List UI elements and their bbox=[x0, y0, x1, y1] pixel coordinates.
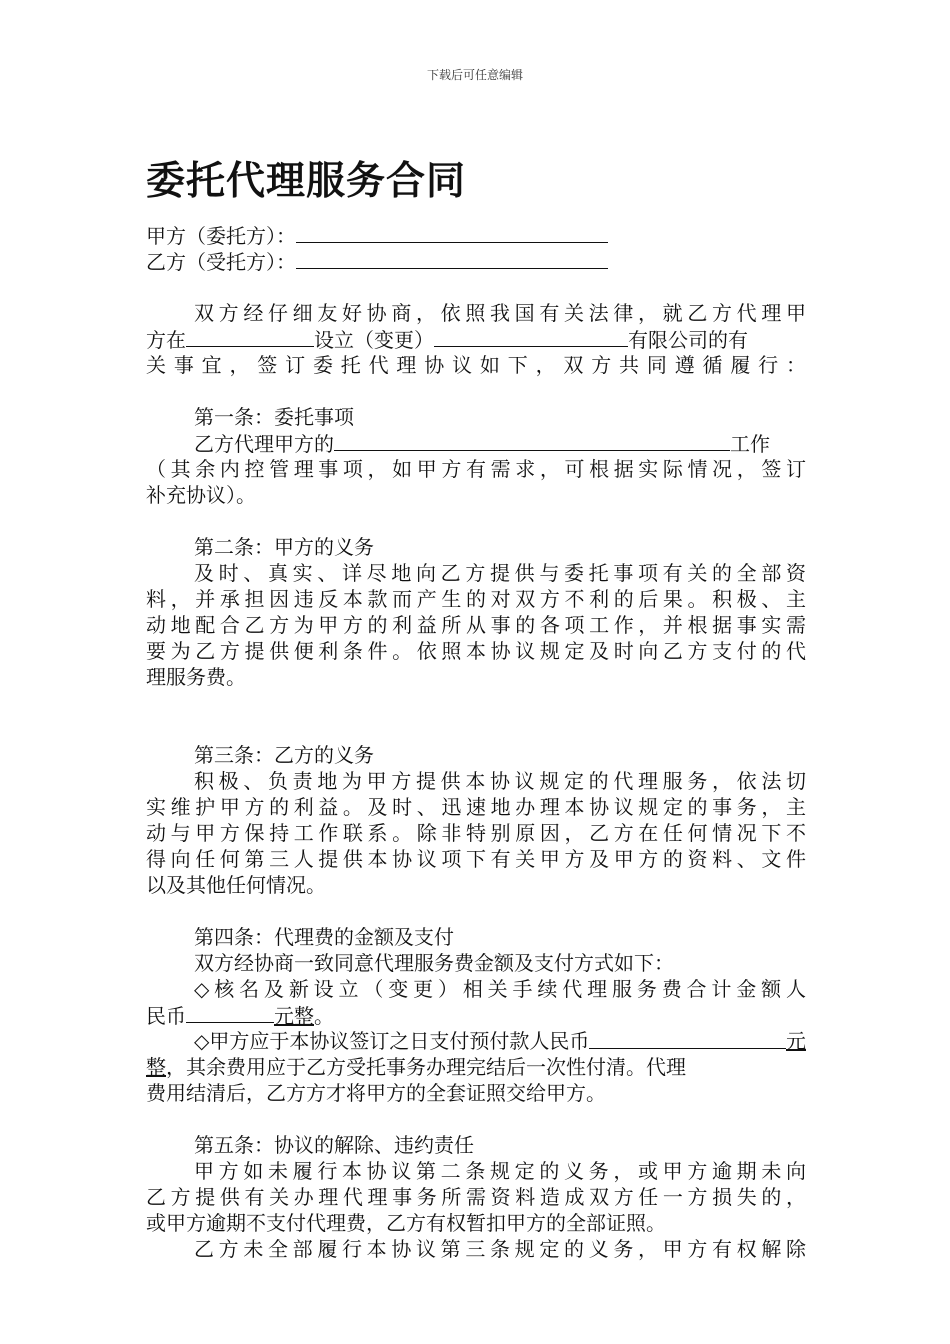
article-4-text: 整 bbox=[146, 1055, 166, 1079]
article-4-heading: 第四条：代理费的金额及支付 bbox=[194, 925, 454, 949]
header-note: 下载后可任意编辑 bbox=[426, 68, 523, 82]
article-1-text: 工作 bbox=[730, 432, 770, 456]
intro-text: 方在 bbox=[146, 328, 186, 352]
party-b-label: 乙方（受托方）： bbox=[146, 250, 296, 274]
intro-line: 双方经仔细友好协商，依照我国有关法律，就乙方代理甲 bbox=[194, 301, 806, 325]
article-3-line: 动与甲方保持工作联系。除非特别原因，乙方在任何情况下不 bbox=[146, 821, 806, 845]
article-4-line: ◇核名及新设立（变更）相关手续代理服务费合计金额人 bbox=[194, 977, 806, 1001]
article-1-line: 补充协议）。 bbox=[146, 483, 256, 507]
article-4-text: ◇甲方应于本协议签订之日支付预付款人民币 bbox=[194, 1029, 590, 1053]
party-a-blank[interactable] bbox=[296, 222, 608, 243]
article-2-line: 动地配合乙方为甲方的利益所从事的各项工作，并根据事实需 bbox=[146, 613, 806, 637]
article-4-text: 。 bbox=[314, 1004, 334, 1028]
article-5-line: 或甲方逾期不支付代理费，乙方有权暂扣甲方的全部证照。 bbox=[146, 1211, 666, 1235]
total-fee-blank[interactable] bbox=[186, 1002, 274, 1023]
article-2-heading: 第二条：甲方的义务 bbox=[194, 535, 374, 559]
article-3-line: 得向任何第三人提供本协议项下有关甲方及甲方的资料、文件 bbox=[146, 847, 806, 871]
party-a-label: 甲方（委托方）： bbox=[146, 224, 296, 248]
article-2-line: 要为乙方提供便利条件。依照本协议规定及时向乙方支付的代 bbox=[146, 639, 806, 663]
article-5-heading: 第五条：协议的解除、违约责任 bbox=[194, 1133, 474, 1157]
article-3-line: 以及其他任何情况。 bbox=[146, 873, 326, 897]
intro-text: 设立（变更） bbox=[314, 328, 434, 352]
region-blank[interactable] bbox=[186, 326, 314, 347]
article-4-text: ，其余费用应于乙方受托事务办理完结后一次性付清。代理 bbox=[166, 1055, 686, 1079]
article-4-line bbox=[146, 1002, 806, 1028]
company-name-blank[interactable] bbox=[434, 326, 628, 347]
article-3-heading: 第三条：乙方的义务 bbox=[194, 743, 374, 767]
article-5-line: 甲方如未履行本协议第二条规定的义务，或甲方逾期未向 bbox=[194, 1159, 806, 1183]
article-2-line: 及时、真实、详尽地向乙方提供与委托事项有关的全部资 bbox=[194, 561, 806, 585]
prepayment-blank[interactable] bbox=[589, 1028, 786, 1049]
document-title: 委托代理服务合同 bbox=[146, 159, 467, 204]
article-4-line: 双方经协商一致同意代理服务费金额及支付方式如下： bbox=[194, 951, 674, 975]
article-5-line: 乙方提供有关办理代理事务所需资料造成双方任一方损失的， bbox=[146, 1185, 806, 1209]
article-3-line: 实维护甲方的利益。及时、迅速地办理本协议规定的事务，主 bbox=[146, 795, 806, 819]
intro-text: 有限公司的有 bbox=[628, 328, 748, 352]
party-b-blank[interactable] bbox=[296, 248, 608, 269]
article-4-text: 民币 bbox=[146, 1004, 186, 1028]
entrusted-work-blank[interactable] bbox=[334, 430, 730, 451]
article-4-line: 费用结清后，乙方方才将甲方的全套证照交给甲方。 bbox=[146, 1081, 606, 1105]
contract-body bbox=[146, 222, 806, 1262]
article-2-line: 料，并承担因违反本款而产生的对双方不利的后果。积极、主 bbox=[146, 587, 806, 611]
article-3-line: 积极、负责地为甲方提供本协议规定的代理服务，依法切 bbox=[194, 769, 806, 793]
party-b-line bbox=[146, 248, 806, 274]
article-5-line: 乙方未全部履行本协议第三条规定的义务，甲方有权解除 bbox=[194, 1237, 806, 1261]
article-2-line: 理服务费。 bbox=[146, 665, 246, 689]
party-a-line bbox=[146, 222, 806, 248]
intro-line bbox=[146, 326, 806, 352]
intro-line: 关事宜，签订委托代理协议如下，双方共同遵循履行： bbox=[146, 353, 806, 377]
article-4-text: 元 bbox=[786, 1029, 806, 1053]
article-1-line: （其余内控管理事项，如甲方有需求，可根据实际情况，签订 bbox=[146, 457, 806, 481]
article-4-line bbox=[146, 1028, 806, 1054]
article-4-text: 元整 bbox=[274, 1004, 314, 1028]
article-1-text: 乙方代理甲方的 bbox=[194, 432, 334, 456]
article-1-heading: 第一条：委托事项 bbox=[194, 405, 354, 429]
article-1-line bbox=[146, 430, 806, 456]
article-4-line bbox=[146, 1054, 806, 1080]
